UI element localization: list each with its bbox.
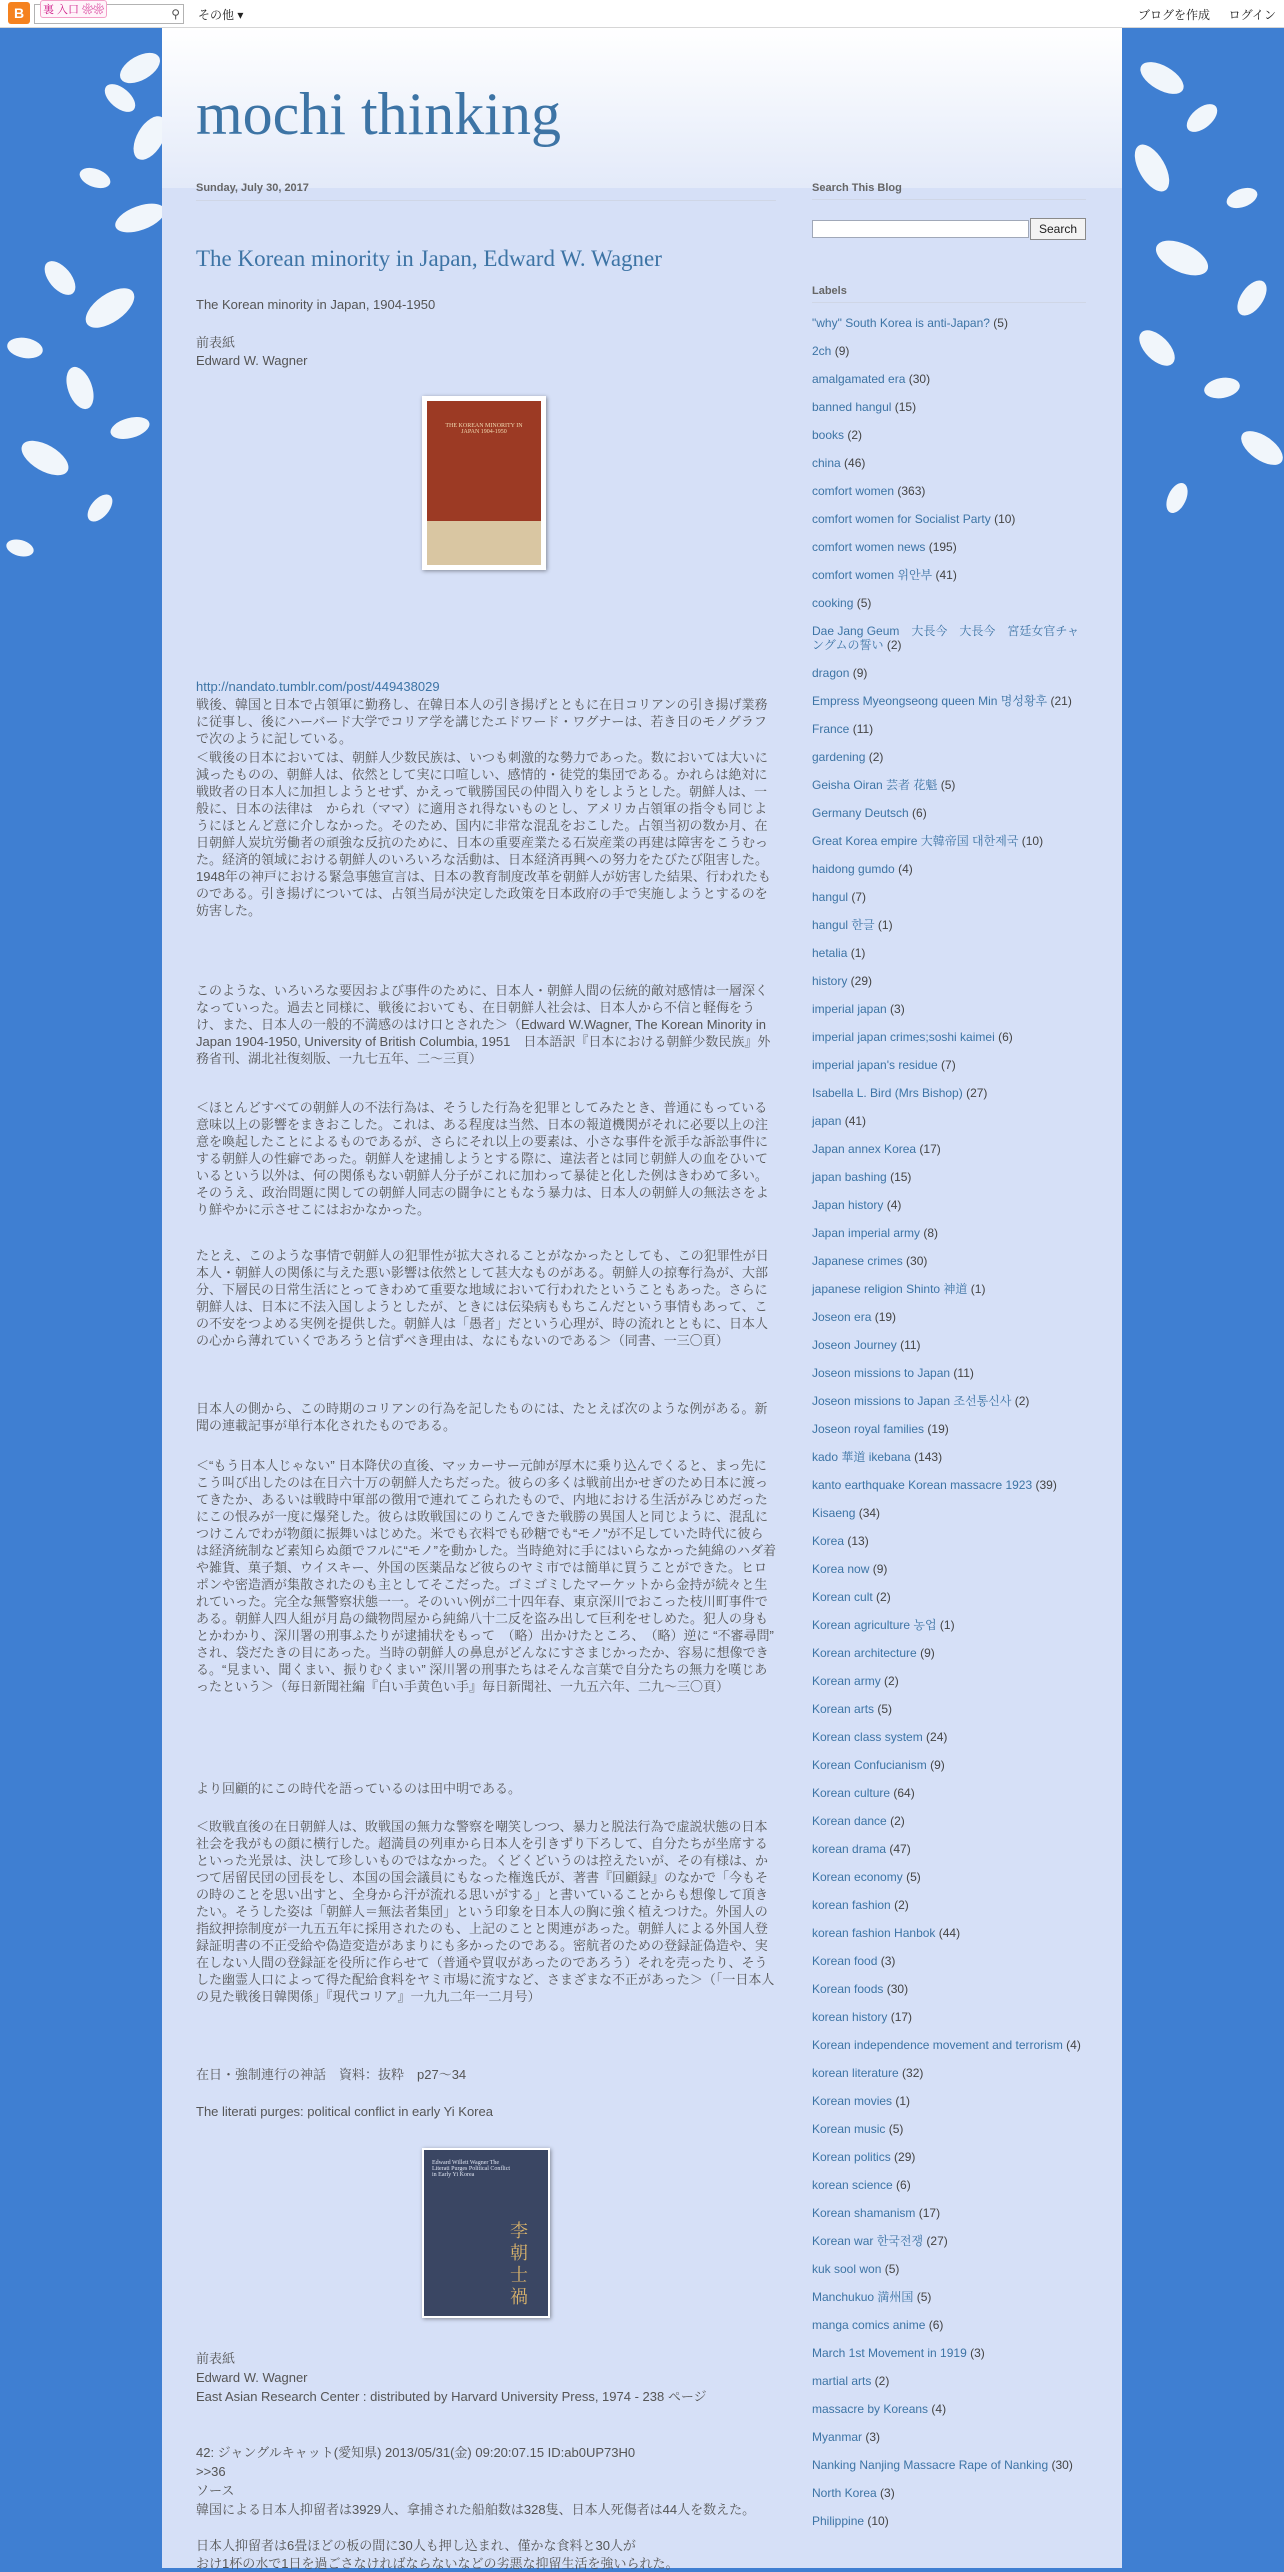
label-link[interactable]: Korean agriculture 농업 — [812, 1618, 937, 1632]
label-link[interactable]: Korean army — [812, 1674, 881, 1688]
label-count: (29) — [847, 974, 873, 988]
label-link[interactable]: March 1st Movement in 1919 — [812, 2346, 967, 2360]
post-paragraph: ＜ほとんどすべての朝鮮人の不法行為は、そうした行為を犯罪としてみたとき、普通にもっている意味以上の影響をまきおこした。これは、ある程度は当然、日本の報道機関がそれに必要以上の注意を喚起したことによるものであるが、さらにそれ以上の要素は、小さな事件を派手な訴訟事件にする朝鮮人の性癖であった。朝鮮人を逮捕しようとする際に、違法者とは同じ朝鮮人の血をひいているという以外は、何の関係もない朝鮮人分子がこれに加わって暴徒と化した例はきわめて多い。そのうえ、政治問題に関しての朝鮮人同志の闘争にともなう暴力は、日本人の朝鮮人の無法さをより鮮やかに示させこにはおかなかった。 — [196, 1100, 769, 1217]
label-count: (4) — [928, 2402, 947, 2416]
label-count: (2) — [844, 428, 863, 442]
label-link[interactable]: Korean cult — [812, 1590, 873, 1604]
book-cover — [427, 401, 541, 565]
blogger-navbar — [0, 0, 1284, 28]
label-link[interactable]: Korean architecture — [812, 1646, 917, 1660]
post-link-paragraph — [196, 678, 776, 695]
label-item — [812, 666, 1086, 680]
label-link[interactable]: Korean food — [812, 1954, 878, 1968]
label-item — [812, 512, 1086, 526]
label-count: (41) — [841, 1114, 867, 1128]
label-count: (11) — [849, 722, 874, 736]
label-count: (41) — [932, 568, 957, 582]
label-item — [812, 750, 1086, 764]
label-count: (3) — [886, 1002, 905, 1016]
label-link[interactable]: Kisaeng — [812, 1506, 856, 1520]
main-column — [162, 28, 1122, 2571]
post-title[interactable]: The Korean minority in Japan, Edward W. Wagner — [196, 246, 662, 271]
label-item — [812, 2290, 1086, 2304]
quoted-comment-ref: >>36 — [196, 2464, 226, 2479]
label-item — [812, 2374, 1086, 2388]
book-cover-title: Edward Willett Wagner The Literati Purges Political Conflict in Early Yi Korea — [432, 2160, 511, 2178]
label-link[interactable]: kado 華道 ikebana — [812, 1450, 911, 1464]
label-item — [812, 456, 1086, 470]
label-link[interactable]: Great Korea empire 大韓帝国 대한제국 — [812, 834, 1019, 848]
label-count: (195) — [925, 540, 957, 554]
post-paragraph: ＜敗戦直後の在日朝鮮人は、敗戦国の無力な警察を嘲笑しつつ、暴力と脱法行為で虚説状態の日本社会を我がもの顔に横行した。超満員の列車から日本人を引きずり下ろして、自分たちが坐席するといった光景は、決して珍しいものではなかった。くどくどいうのは控えたいが、その有様は、かつて居留民団の団長をし、本国の国会議員にもなった権逸氏が、著書『回顧録』のなかで「今もその時のことを思い出すと、全身から汗が流れる思いがする」と書いていることからも想像して頂きたい。そうした姿は「朝鮮人＝無法者集団」という印象を日本人の胸に強く植えつけた。外国人の指紋押捺制度が一九五五年に採用されたのも、上記のことと関連があった。朝鮮人による外国人登録証明書の不正受給や偽造変造があまりにも多かったのである。密航者のための登録証偽造や、実在しない人間の登録証を役所に作らせて（普通や買収があったのであろう）それを売ったり、そうした幽霊人口によって得た配給食料をヤミ市場に流すなど、さまざまな不正があった＞（「一日本人の見た戦後日韓関係」『現代コリア』一九九二年一二月号） — [196, 1819, 775, 2004]
label-item — [812, 1366, 1086, 1380]
label-count: (11) — [950, 1366, 974, 1380]
search-icon[interactable]: ⚲ — [171, 7, 180, 21]
label-link[interactable]: hetalia — [812, 946, 848, 960]
label-item — [812, 1646, 1086, 1660]
label-count: (2) — [880, 1674, 899, 1688]
label-link[interactable]: Korean culture — [812, 1786, 891, 1800]
label-count: (3) — [877, 1954, 896, 1968]
label-link[interactable]: Manchukuo 満州国 — [812, 2290, 914, 2304]
blog-title[interactable]: mochi thinking — [196, 81, 561, 147]
label-link[interactable]: Japan imperial army — [812, 1226, 921, 1240]
label-count: (1) — [847, 946, 866, 960]
label-item — [812, 1310, 1086, 1324]
label-item — [812, 918, 1086, 932]
label-link[interactable]: Isabella L. Bird (Mrs Bishop) — [812, 1086, 963, 1100]
label-link[interactable]: Korean war 한국전쟁 — [812, 2234, 924, 2248]
label-item — [812, 1702, 1086, 1716]
label-link[interactable]: Korean class system — [812, 1730, 923, 1744]
label-count: (2) — [872, 1590, 891, 1604]
label-link[interactable]: korean fashion Hanbok — [812, 1926, 936, 1940]
label-count: (19) — [871, 1310, 897, 1324]
label-link[interactable]: japanese religion Shinto 神道 — [812, 1282, 968, 1296]
label-item — [812, 1198, 1086, 1212]
label-item — [812, 1870, 1086, 1884]
label-item — [812, 722, 1086, 736]
label-count: (30) — [1048, 2458, 1073, 2472]
label-item — [812, 1674, 1086, 1688]
label-link[interactable]: dragon — [812, 666, 850, 680]
label-link[interactable]: Korean dance — [812, 1814, 887, 1828]
label-link[interactable]: North Korea — [812, 2486, 877, 2500]
label-count: (6) — [892, 2178, 911, 2192]
label-count: (2) — [1011, 1394, 1030, 1408]
label-link[interactable]: Korea now — [812, 1562, 870, 1576]
label-link[interactable]: Philippine — [812, 2514, 865, 2528]
label-count: (30) — [905, 372, 931, 386]
label-count: (4) — [1062, 2038, 1081, 2052]
label-link[interactable]: korean science — [812, 2178, 893, 2192]
book2-author: Edward W. Wagner — [196, 2370, 308, 2385]
label-item — [812, 1814, 1086, 1828]
post-date: Sunday, July 30, 2017 — [196, 182, 776, 201]
label-count: (5) — [902, 1870, 921, 1884]
label-item — [812, 974, 1086, 988]
quoted-comment-source: ソース — [196, 2483, 235, 2498]
book1-caption: 前表紙 — [196, 335, 236, 350]
label-link[interactable]: Germany Deutsch — [812, 806, 909, 820]
label-item — [812, 2122, 1086, 2136]
label-link[interactable]: imperial japan's residue — [812, 1058, 938, 1072]
label-link[interactable]: hangul — [812, 890, 849, 904]
label-item — [812, 2486, 1086, 2500]
search-button[interactable]: Search — [1030, 218, 1086, 240]
label-item — [812, 890, 1086, 904]
label-item — [812, 1478, 1086, 1492]
label-link[interactable]: books — [812, 428, 845, 442]
label-item — [812, 1590, 1086, 1604]
label-item — [812, 778, 1086, 792]
book-cover-kanji: 李朝士禍 — [510, 2221, 528, 2307]
label-link[interactable]: comfort women news — [812, 540, 926, 554]
label-count: (6) — [908, 806, 927, 820]
label-link[interactable]: amalgamated era — [812, 372, 906, 386]
create-blog-link[interactable]: ブログを作成 — [1137, 8, 1210, 22]
label-item — [812, 1254, 1086, 1268]
label-count: (15) — [891, 400, 917, 414]
label-count: (1) — [936, 1618, 955, 1632]
label-link[interactable]: japan bashing — [812, 1170, 887, 1184]
label-item — [812, 1338, 1086, 1352]
label-count: (9) — [831, 344, 850, 358]
book-cover-title: THE KOREAN MINORITY IN JAPAN 1904-1950 — [445, 423, 523, 435]
label-link[interactable]: manga comics anime — [812, 2318, 926, 2332]
label-count: (9) — [849, 666, 868, 680]
label-count: (5) — [989, 316, 1008, 330]
label-item — [812, 1422, 1086, 1436]
label-item — [812, 1226, 1086, 1240]
book-cover-image[interactable] — [422, 2148, 550, 2318]
label-item — [812, 1394, 1086, 1408]
label-count: (1) — [874, 918, 893, 932]
label-link[interactable]: hangul 한글 — [812, 918, 875, 932]
label-link[interactable]: Korea — [812, 1534, 845, 1548]
post-paragraph: より回顧的にこの時代を語っているのは田中明である。 — [196, 1781, 522, 1796]
post-paragraph: このような、いろいろな要因および事件のために、日本人・朝鮮人間の伝統的敵対感情は一層深くなっていった。過去と同様に、戦後においても、在日朝鮮人社会は、日本人から不信と軽侮をうけ、また、日本人の一般的不満感のはけ口とされた＞（Edward W.Wagner, The Korean Minority in Japan 1904-1950, University of British Columbia, 1951 日本語訳『日本における朝鮮少数民族』外務省刊、湖北社復刻版、一九七五年、二〜三頁） — [196, 983, 771, 1066]
label-link[interactable]: Korean politics — [812, 2150, 891, 2164]
label-count: (3) — [862, 2430, 881, 2444]
label-count: (2) — [883, 638, 902, 652]
label-count: (7) — [848, 890, 867, 904]
label-item — [812, 596, 1086, 610]
label-count: (363) — [894, 484, 926, 498]
label-item — [812, 2514, 1086, 2528]
label-count: (27) — [962, 1086, 988, 1100]
label-item — [812, 2262, 1086, 2276]
label-count: (6) — [994, 1030, 1013, 1044]
label-count: (2) — [886, 1814, 905, 1828]
label-item — [812, 484, 1086, 498]
label-item — [812, 862, 1086, 876]
label-item — [812, 624, 1086, 652]
label-count: (5) — [913, 2290, 932, 2304]
label-link[interactable]: Korean arts — [812, 1702, 875, 1716]
label-link[interactable]: Empress Myeongseong queen Min 명성황후 — [812, 694, 1048, 708]
label-link[interactable]: korean literature — [812, 2066, 899, 2080]
navbar-mascot-badge[interactable]: 裏 入口 ❀❀ — [40, 0, 107, 18]
label-link[interactable]: Joseon royal families — [812, 1422, 925, 1436]
right-decoration — [1122, 28, 1284, 628]
quoted-comment-header: 42: ジャングルキャット(愛知県) 2013/05/31(金) 09:20:07.15 ID:ab0UP73H0 — [196, 2445, 636, 2460]
book-cover — [424, 2150, 548, 2316]
label-link[interactable]: banned hangul — [812, 400, 892, 414]
label-item — [812, 2178, 1086, 2192]
label-link[interactable]: kuk sool won — [812, 2262, 882, 2276]
post-paragraph: ＜戦後の日本においては、朝鮮人少数民族は、いつも刺激的な勢力であった。数においては大いに減ったものの、朝鮮人は、依然として実に口喧しい、感情的・徒党的集団である。かれらは絶対に戦敗者の日本人に加担しようとせず、かえって戦勝国民の仲間入りをしようとした。朝鮮人は、一般に、日本の法律は かられ（ママ）に適用され得ないものとし、アメリカ占領軍の指令も同じようにほとんど意に介しなかった。そのため、国内に非常な混乱をおこした。占領当初の数か月、在日朝鮮人炭坑労働者の頑強な反抗のために、日本の重要産業たる石炭産業の再建は障害をこうむった。経済的領域における朝鮮人のいろいろな活動は、日本経済再興への努力をたびたび阻害した。1948年の神戸における緊急事態宣言は、日本の教育制度改革を朝鮮人が妨害した結果、行われたものである。引き揚げについては、占領当局が決定した政策を日本政府の手で実施しようとするのを妨害した。 — [196, 750, 771, 918]
label-count: (1) — [967, 1282, 986, 1296]
label-item — [812, 2206, 1086, 2220]
label-item — [812, 1282, 1086, 1296]
label-count: (17) — [916, 1142, 941, 1156]
label-count: (29) — [890, 2150, 916, 2164]
label-item — [812, 1058, 1086, 1072]
label-item — [812, 1450, 1086, 1464]
label-count: (47) — [886, 1842, 911, 1856]
book-cover-band — [427, 521, 541, 565]
label-link[interactable]: Japan history — [812, 1198, 884, 1212]
label-item — [812, 1086, 1086, 1100]
label-item — [812, 946, 1086, 960]
label-link[interactable]: Japan annex Korea — [812, 1142, 917, 1156]
label-count: (30) — [883, 1982, 909, 1996]
book2-subtitle: The literati purges: political conflict in early Yi Korea — [196, 2104, 493, 2119]
post-paragraph: 在日・強制連行の神話 資料：抜粋 p27～34 — [196, 2067, 467, 2082]
label-item — [812, 2402, 1086, 2416]
label-count: (13) — [844, 1534, 869, 1548]
label-item — [812, 1898, 1086, 1912]
label-count: (10) — [864, 2514, 889, 2528]
label-link[interactable]: comfort women — [812, 484, 895, 498]
search-heading: Search This Blog — [812, 182, 1086, 200]
label-item — [812, 1562, 1086, 1576]
label-count: (39) — [1032, 1478, 1057, 1492]
label-link[interactable]: haidong gumdo — [812, 862, 895, 876]
label-link[interactable]: Joseon missions to Japan 조선통신사 — [812, 1394, 1012, 1408]
label-count: (32) — [898, 2066, 924, 2080]
label-count: (46) — [840, 456, 866, 470]
post-paragraph: 日本人の側から、この時期のコリアンの行為を記したものには、たとえば次のような例がある。新聞の連載記事が単行本化されたものである。 — [196, 1401, 768, 1433]
label-link[interactable]: Korean movies — [812, 2094, 893, 2108]
label-count: (19) — [924, 1422, 949, 1436]
label-link[interactable]: Korean economy — [812, 1870, 903, 1884]
book1-subtitle: The Korean minority in Japan, 1904-1950 — [196, 297, 436, 312]
label-link[interactable]: kanto earthquake Korean massacre 1923 — [812, 1478, 1033, 1492]
label-item — [812, 2066, 1086, 2080]
label-item — [812, 1506, 1086, 1520]
label-link[interactable]: Geisha Oiran 芸者 花魁 — [812, 778, 938, 792]
label-item — [812, 2010, 1086, 2024]
label-link[interactable]: korean history — [812, 2010, 888, 2024]
label-count: (30) — [902, 1254, 928, 1268]
label-link[interactable]: 2ch — [812, 344, 832, 358]
label-count: (2) — [890, 1898, 909, 1912]
label-item — [812, 2150, 1086, 2164]
label-item — [812, 2318, 1086, 2332]
label-item — [812, 1534, 1086, 1548]
label-count: (5) — [881, 2262, 900, 2276]
labels-list — [812, 316, 1086, 2542]
label-count: (5) — [885, 2122, 904, 2136]
label-item — [812, 344, 1086, 358]
flower-decoration-icon — [1122, 28, 1284, 588]
label-count: (5) — [853, 596, 872, 610]
label-count: (17) — [915, 2206, 941, 2220]
post-paragraph: 戦後、韓国と日本で占領軍に勤務し、在韓日本人の引き揚げとともに在日コリアンの引き揚げ業務に従事し、後にハーバード大学でコリア学を講じたエドワード・ワグナーは、若き日のモノグラフで次のように記している。 — [196, 697, 768, 746]
label-item — [812, 1142, 1086, 1156]
label-count: (8) — [920, 1226, 939, 1240]
label-link[interactable]: korean fashion — [812, 1898, 891, 1912]
label-item — [812, 568, 1086, 582]
label-count: (15) — [886, 1170, 912, 1184]
label-item — [812, 1170, 1086, 1184]
label-item — [812, 1030, 1086, 1044]
label-link[interactable]: Korean Confucianism — [812, 1758, 927, 1772]
label-link[interactable]: china — [812, 456, 841, 470]
label-count: (4) — [883, 1198, 902, 1212]
label-link[interactable]: japan — [812, 1114, 842, 1128]
label-item — [812, 2234, 1086, 2248]
label-count: (2) — [865, 750, 884, 764]
label-item — [812, 1618, 1086, 1632]
label-link[interactable]: Korean independence movement and terrorism — [812, 2038, 1063, 2052]
label-item — [812, 1730, 1086, 1744]
label-item — [812, 1786, 1086, 1800]
label-item — [812, 806, 1086, 820]
label-item — [812, 2038, 1086, 2052]
label-link[interactable]: Nanking Nanjing Massacre Rape of Nanking — [812, 2458, 1049, 2472]
label-item — [812, 1842, 1086, 1856]
more-menu[interactable]: その他 ▾ — [198, 8, 244, 22]
label-item — [812, 834, 1086, 848]
label-count: (6) — [925, 2318, 944, 2332]
label-link[interactable]: Dae Jang Geum 大長今 大長今 宮廷女官チャングムの誓い — [812, 624, 1080, 652]
label-link[interactable]: imperial japan — [812, 1002, 887, 1016]
label-item — [812, 1954, 1086, 1968]
label-count: (7) — [937, 1058, 956, 1072]
label-count: (24) — [922, 1730, 948, 1744]
labels-heading: Labels — [812, 285, 1086, 303]
label-count: (9) — [926, 1758, 945, 1772]
label-count: (10) — [1018, 834, 1044, 848]
label-link[interactable]: history — [812, 974, 848, 988]
label-link[interactable]: martial arts — [812, 2374, 872, 2388]
label-item — [812, 1926, 1086, 1940]
label-count: (9) — [916, 1646, 935, 1660]
label-item — [812, 1758, 1086, 1772]
label-item — [812, 2458, 1086, 2472]
blog-search-input[interactable] — [812, 220, 1029, 238]
label-count: (34) — [855, 1506, 881, 1520]
source-link[interactable]: http://nandato.tumblr.com/post/449438029 — [196, 679, 440, 694]
label-item — [812, 694, 1086, 708]
label-link[interactable]: Joseon era — [812, 1310, 872, 1324]
label-item — [812, 540, 1086, 554]
label-link[interactable]: comfort women 위안부 — [812, 568, 933, 582]
label-link[interactable]: korean drama — [812, 1842, 887, 1856]
label-link[interactable]: Korean foods — [812, 1982, 884, 1996]
label-count: (44) — [935, 1926, 961, 1940]
left-decoration — [0, 28, 162, 628]
label-count: (3) — [966, 2346, 985, 2360]
label-link[interactable]: imperial japan crimes;soshi kaimei — [812, 1030, 995, 1044]
label-count: (5) — [937, 778, 956, 792]
label-item — [812, 1982, 1086, 1996]
label-count: (1) — [892, 2094, 911, 2108]
label-link[interactable]: Korean shamanism — [812, 2206, 916, 2220]
quoted-comment-line: 日本人抑留者は6畳ほどの板の間に30人も押し込まれ、僅かな食料と30人が — [196, 2538, 636, 2553]
label-link[interactable]: Korean music — [812, 2122, 886, 2136]
label-count: (10) — [990, 512, 1016, 526]
label-count: (5) — [874, 1702, 893, 1716]
label-link[interactable]: cooking — [812, 596, 854, 610]
label-count: (21) — [1047, 694, 1072, 708]
post-paragraph: たとえ、このような事情で朝鮮人の犯罪性が拡大されることがなかったとしても、この犯罪性が日本人・朝鮮人の関係に与えた悪い影響は依然として甚大なものがある。朝鮮人の掠奪行為が、大部分、下層民の日常生活にとってきわめて重要な地域において行われたということもあった。さらに朝鮮人は、日本に不法入国しようとしたが、ときには伝染病ももちこんだという事情もあって、この不安をつよめる実例を提供した。朝鮮人は「愚者」だという心理が、時の流れとともに、日本人の心から薄れていくであろうと信ずべき理由は、なにもないのである＞（同書、一三〇頁） — [196, 1248, 769, 1348]
label-count: (9) — [869, 1562, 888, 1576]
post-paragraph: ＜“もう日本人じゃない” 日本降伏の直後、マッカーサー元帥が厚木に乗り込んでくると、まっ先にこう叫び出したのは在日六十万の朝鮮人たちだった。彼らの多くは戦前出かせぎのため日本に渡ってきたか、あるいは戦時中軍部の徴用で連れてこられたもので、内地における生活がみじめだったにこの恨みが一度に爆発した。彼らは敗戦国にのりこんできた戦勝の異国人と同じように、混乱につけこんでわが物顔に振舞いはじめた。米でも衣料でも砂糖でも“モノ”が不足していた時代に彼らは経済統制など素知らぬ顔でフルに“モノ”を動かした。当時絶対に手にはいらなかった純綿のハダ着や雑貨、菓子類、ウイスキー、外国の医薬品など彼らのヤミ市では簡単に買うことができた。ヒロポンや密造酒が集散されたのも主としてそこだった。ゴミゴミしたマーケットから金持が続々と生れていった。完全な無警察状態一一。そのいい例が二十四年春、東京深川でおこった枝川町事件である。朝鮮人四人組が月島の織物問屋から純綿八十二反を盗み出して巨利をせしめた。犯人の身もとかわかり、深川署の刑事ふたりが逮捕状をもって （略）出かけたところ、 （略）逆に “不審尋問” され、袋だたきの目にあった。当時の朝鮮人の鼻息がどんなにすさまじかったか、容易に想像できる。“見まい、聞くまい、振りむくまい” 深川署の刑事たちはそんな言葉で自分たちの無力を嘆じあったという＞（毎日新聞社編『白い手黄色い手』毎日新聞社、一九五六年、二九〜三〇頁） — [196, 1458, 777, 1694]
label-count: (3) — [876, 2486, 895, 2500]
label-link[interactable]: massacre by Koreans — [812, 2402, 929, 2416]
book2-caption: 前表紙 — [196, 2351, 236, 2366]
label-count: (27) — [923, 2234, 948, 2248]
label-item — [812, 400, 1086, 414]
label-link[interactable]: "why" South Korea is anti-Japan? — [812, 316, 990, 330]
label-item — [812, 428, 1086, 442]
label-count: (11) — [896, 1338, 921, 1352]
label-count: (4) — [894, 862, 913, 876]
label-count: (64) — [890, 1786, 915, 1800]
label-link[interactable]: gardening — [812, 750, 866, 764]
label-link[interactable]: Joseon Journey — [812, 1338, 897, 1352]
label-count: (2) — [871, 2374, 890, 2388]
label-link[interactable]: comfort women for Socialist Party — [812, 512, 991, 526]
label-link[interactable]: Japanese crimes — [812, 1254, 903, 1268]
flower-decoration-icon — [0, 28, 162, 588]
blogger-logo-icon[interactable]: B — [8, 2, 30, 24]
label-item — [812, 1114, 1086, 1128]
label-link[interactable]: France — [812, 722, 850, 736]
label-item — [812, 372, 1086, 386]
book1-author: Edward W. Wagner — [196, 353, 308, 368]
quoted-comment-line: おけ1杯の水で1日を過ごさなければならないなどの劣悪な抑留生活を強いられた。 — [196, 2556, 679, 2571]
label-item — [812, 2094, 1086, 2108]
book2-publisher: East Asian Research Center : distributed by Harvard University Press, 1974 - 238 ページ — [196, 2389, 707, 2404]
label-item — [812, 316, 1086, 330]
login-link[interactable]: ログイン — [1228, 8, 1276, 22]
label-link[interactable]: Myanmar — [812, 2430, 863, 2444]
label-item — [812, 2430, 1086, 2444]
label-link[interactable]: Joseon missions to Japan — [812, 1366, 951, 1380]
book-cover-image[interactable] — [422, 396, 546, 570]
label-item — [812, 1002, 1086, 1016]
label-item — [812, 2346, 1086, 2360]
label-count: (17) — [887, 2010, 913, 2024]
label-count: (143) — [910, 1450, 943, 1464]
quoted-comment-line: 韓国による日本人抑留者は3929人、拿捕された船舶数は328隻、日本人死傷者は44人を数えた。 — [196, 2502, 756, 2517]
